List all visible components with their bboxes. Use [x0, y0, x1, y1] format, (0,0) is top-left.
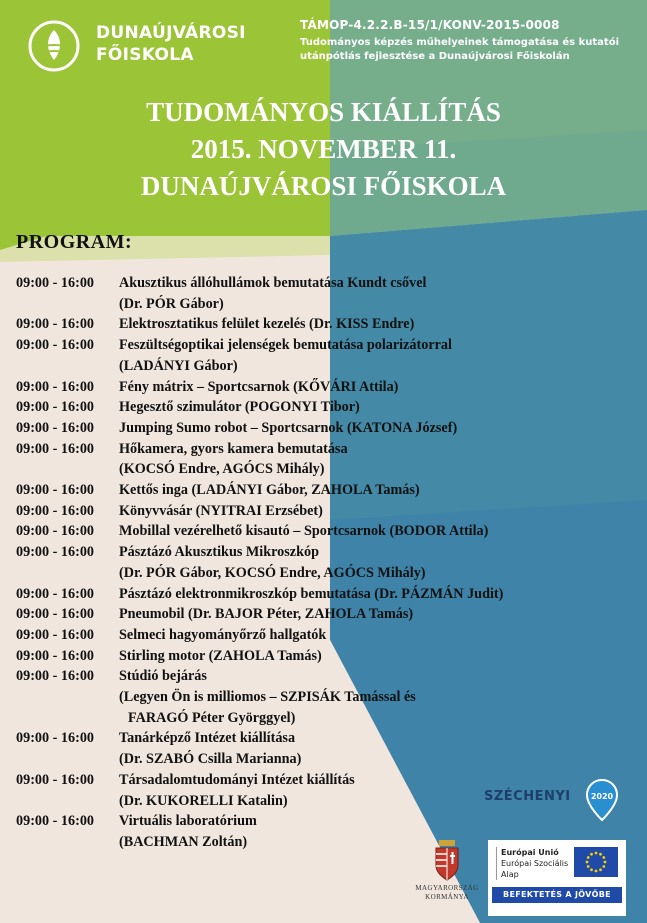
program-time: 09:00 - 16:00 [16, 668, 95, 685]
program-description [119, 418, 616, 439]
eu-label-line1: Európai Unió [501, 848, 559, 857]
program-item [16, 418, 616, 439]
event-venue: DUNAÚJVÁROSI FŐISKOLA [140, 171, 507, 201]
project-desc-line1: Tudományos képzés műhelyeinek támogatása és kutatói [300, 37, 619, 48]
program-item [16, 273, 616, 314]
program-time: 09:00 - 16:00 [16, 440, 95, 457]
program-time: 09:00 - 16:00 [16, 482, 95, 499]
program-description [119, 439, 616, 480]
eu-fund-label [496, 847, 568, 880]
coat-of-arms-icon [412, 838, 482, 882]
program-title: Tanárképző Intézet kiállítása [119, 730, 296, 747]
program-presenter: (Dr. SZABÓ Csilla Marianna) [119, 751, 302, 768]
program-item [16, 728, 616, 769]
program-time: 09:00 - 16:00 [16, 316, 95, 333]
program-item [16, 397, 616, 418]
program-description [119, 666, 616, 728]
szechenyi-year: 2020 [590, 792, 614, 801]
program-title: Mobillal vezérelhető kisautó – Sportcsarnok (BODOR Attila) [119, 523, 489, 540]
event-date: 2015. NOVEMBER 11. [190, 134, 457, 164]
program-title: Elektrosztatikus felület kezelés (Dr. KISS Endre) [119, 316, 415, 333]
program-description [119, 542, 616, 583]
program-title: Hegesztő szimulátor (POGONYI Tibor) [119, 399, 360, 416]
hungarian-government-crest [412, 838, 482, 920]
program-title: Pásztázó elektronmikroszkóp bemutatása (Dr. PÁZMÁN Judit) [119, 585, 504, 602]
program-title: Társadalomtudományi Intézet kiállítás [119, 771, 355, 788]
program-item [16, 314, 616, 335]
event-title-line1: TUDOMÁNYOS KIÁLLÍTÁS [146, 97, 501, 127]
program-heading: PROGRAM: [16, 231, 133, 253]
szechenyi-label: SZÉCHENYI [484, 789, 571, 804]
government-label [412, 884, 482, 902]
eu-funding-badge [488, 840, 626, 916]
program-time: 09:00 - 16:00 [16, 544, 95, 561]
program-title: Hőkamera, gyors kamera bemutatása [119, 440, 348, 457]
program-time: 09:00 - 16:00 [16, 399, 95, 416]
eu-label-line2: Európai Szociális [501, 859, 569, 868]
program-item [16, 501, 616, 522]
program-time: 09:00 - 16:00 [16, 502, 95, 519]
program-title: Jumping Sumo robot – Sportcsarnok (KATONA József) [119, 419, 458, 436]
program-item [16, 521, 616, 542]
program-description [119, 604, 616, 625]
college-name [96, 22, 246, 66]
program-description [119, 314, 616, 335]
program-presenter: (Dr. PÓR Gábor) [119, 295, 224, 312]
program-item [16, 625, 616, 646]
eu-slogan-banner: BEFEKTETÉS A JÖVŐBE [492, 887, 622, 903]
program-presenter: (Dr. PÓR Gábor, KOCSÓ Endre, AGÓCS Mihály) [119, 564, 426, 581]
program-description [119, 728, 616, 769]
program-description [119, 584, 616, 605]
program-description [119, 625, 616, 646]
program-time: 09:00 - 16:00 [16, 626, 95, 643]
program-title: Pneumobil (Dr. BAJOR Péter, ZAHOLA Tamás) [119, 606, 414, 623]
program-title: Stirling motor (ZAHOLA Tamás) [119, 647, 322, 664]
program-description [119, 273, 616, 314]
program-description [119, 377, 616, 398]
program-item [16, 542, 616, 583]
program-presenter: (Dr. KUKORELLI Katalin) [119, 792, 288, 809]
program-item [16, 584, 616, 605]
program-time: 09:00 - 16:00 [16, 523, 95, 540]
program-title: Feszültségoptikai jelenségek bemutatása polarizátorral [119, 337, 452, 354]
event-title [0, 94, 647, 205]
program-time: 09:00 - 16:00 [16, 647, 95, 664]
program-title: Akusztikus állóhullámok bemutatása Kundt csővel [119, 275, 427, 291]
college-name-line1: DUNAÚJVÁROSI [96, 23, 246, 43]
program-description [119, 335, 616, 376]
program-item [16, 480, 616, 501]
program-time: 09:00 - 16:00 [16, 771, 95, 788]
program-title: Fény mátrix – Sportcsarnok (KŐVÁRI Attila) [119, 378, 399, 395]
project-info [300, 18, 619, 64]
program-description [119, 501, 616, 522]
program-time: 09:00 - 16:00 [16, 337, 95, 354]
program-time: 09:00 - 16:00 [16, 585, 95, 602]
program-title: Selmeci hagyományőrző hallgatók [119, 626, 327, 643]
program-presenter: (Legyen Ön is milliomos – SZPISÁK Tamással és [119, 689, 416, 706]
eu-label-line3: Alap [501, 870, 519, 879]
program-time: 09:00 - 16:00 [16, 275, 95, 291]
program-item [16, 439, 616, 480]
program-description [119, 521, 616, 542]
college-logo-icon [28, 20, 80, 72]
college-name-line2: FŐISKOLA [96, 45, 194, 65]
program-title: Könyvvásár (NYITRAI Erzsébet) [119, 502, 323, 519]
program-item [16, 604, 616, 625]
program-description [119, 646, 616, 667]
program-presenter: (KOCSÓ Endre, AGÓCS Mihály) [119, 461, 325, 478]
government-label-line1: MAGYARORSZÁG [415, 884, 479, 892]
program-time: 09:00 - 16:00 [16, 378, 95, 395]
program-presenter: (BACHMAN Zoltán) [119, 833, 248, 850]
program-title: Stúdió bejárás [119, 668, 207, 685]
program-description [119, 397, 616, 418]
program-title: Kettős inga (LADÁNYI Gábor, ZAHOLA Tamás) [119, 482, 420, 499]
program-presenter: FARAGÓ Péter Györggyel) [128, 709, 296, 726]
project-code: TÁMOP-4.2.2.B-15/1/KONV-2015-0008 [300, 18, 560, 32]
program-item [16, 646, 616, 667]
location-pin-icon [585, 778, 619, 822]
government-label-line2: KORMÁNYA [425, 893, 469, 901]
program-title: Virtuális laboratórium [119, 813, 257, 830]
program-title: Pásztázó Akusztikus Mikroszkóp [119, 544, 319, 561]
program-item [16, 666, 616, 728]
program-time: 09:00 - 16:00 [16, 606, 95, 623]
program-list [16, 273, 616, 853]
program-item [16, 377, 616, 398]
szechenyi-2020-logo [484, 778, 624, 828]
program-time: 09:00 - 16:00 [16, 813, 95, 830]
program-description [119, 480, 616, 501]
project-desc-line2: utánpótlás fejlesztése a Dunaújvárosi Főiskolán [300, 51, 570, 62]
program-time: 09:00 - 16:00 [16, 419, 95, 436]
program-presenter: (LADÁNYI Gábor) [119, 357, 238, 374]
eu-flag-icon [574, 847, 618, 877]
program-item [16, 335, 616, 376]
program-time: 09:00 - 16:00 [16, 730, 95, 747]
